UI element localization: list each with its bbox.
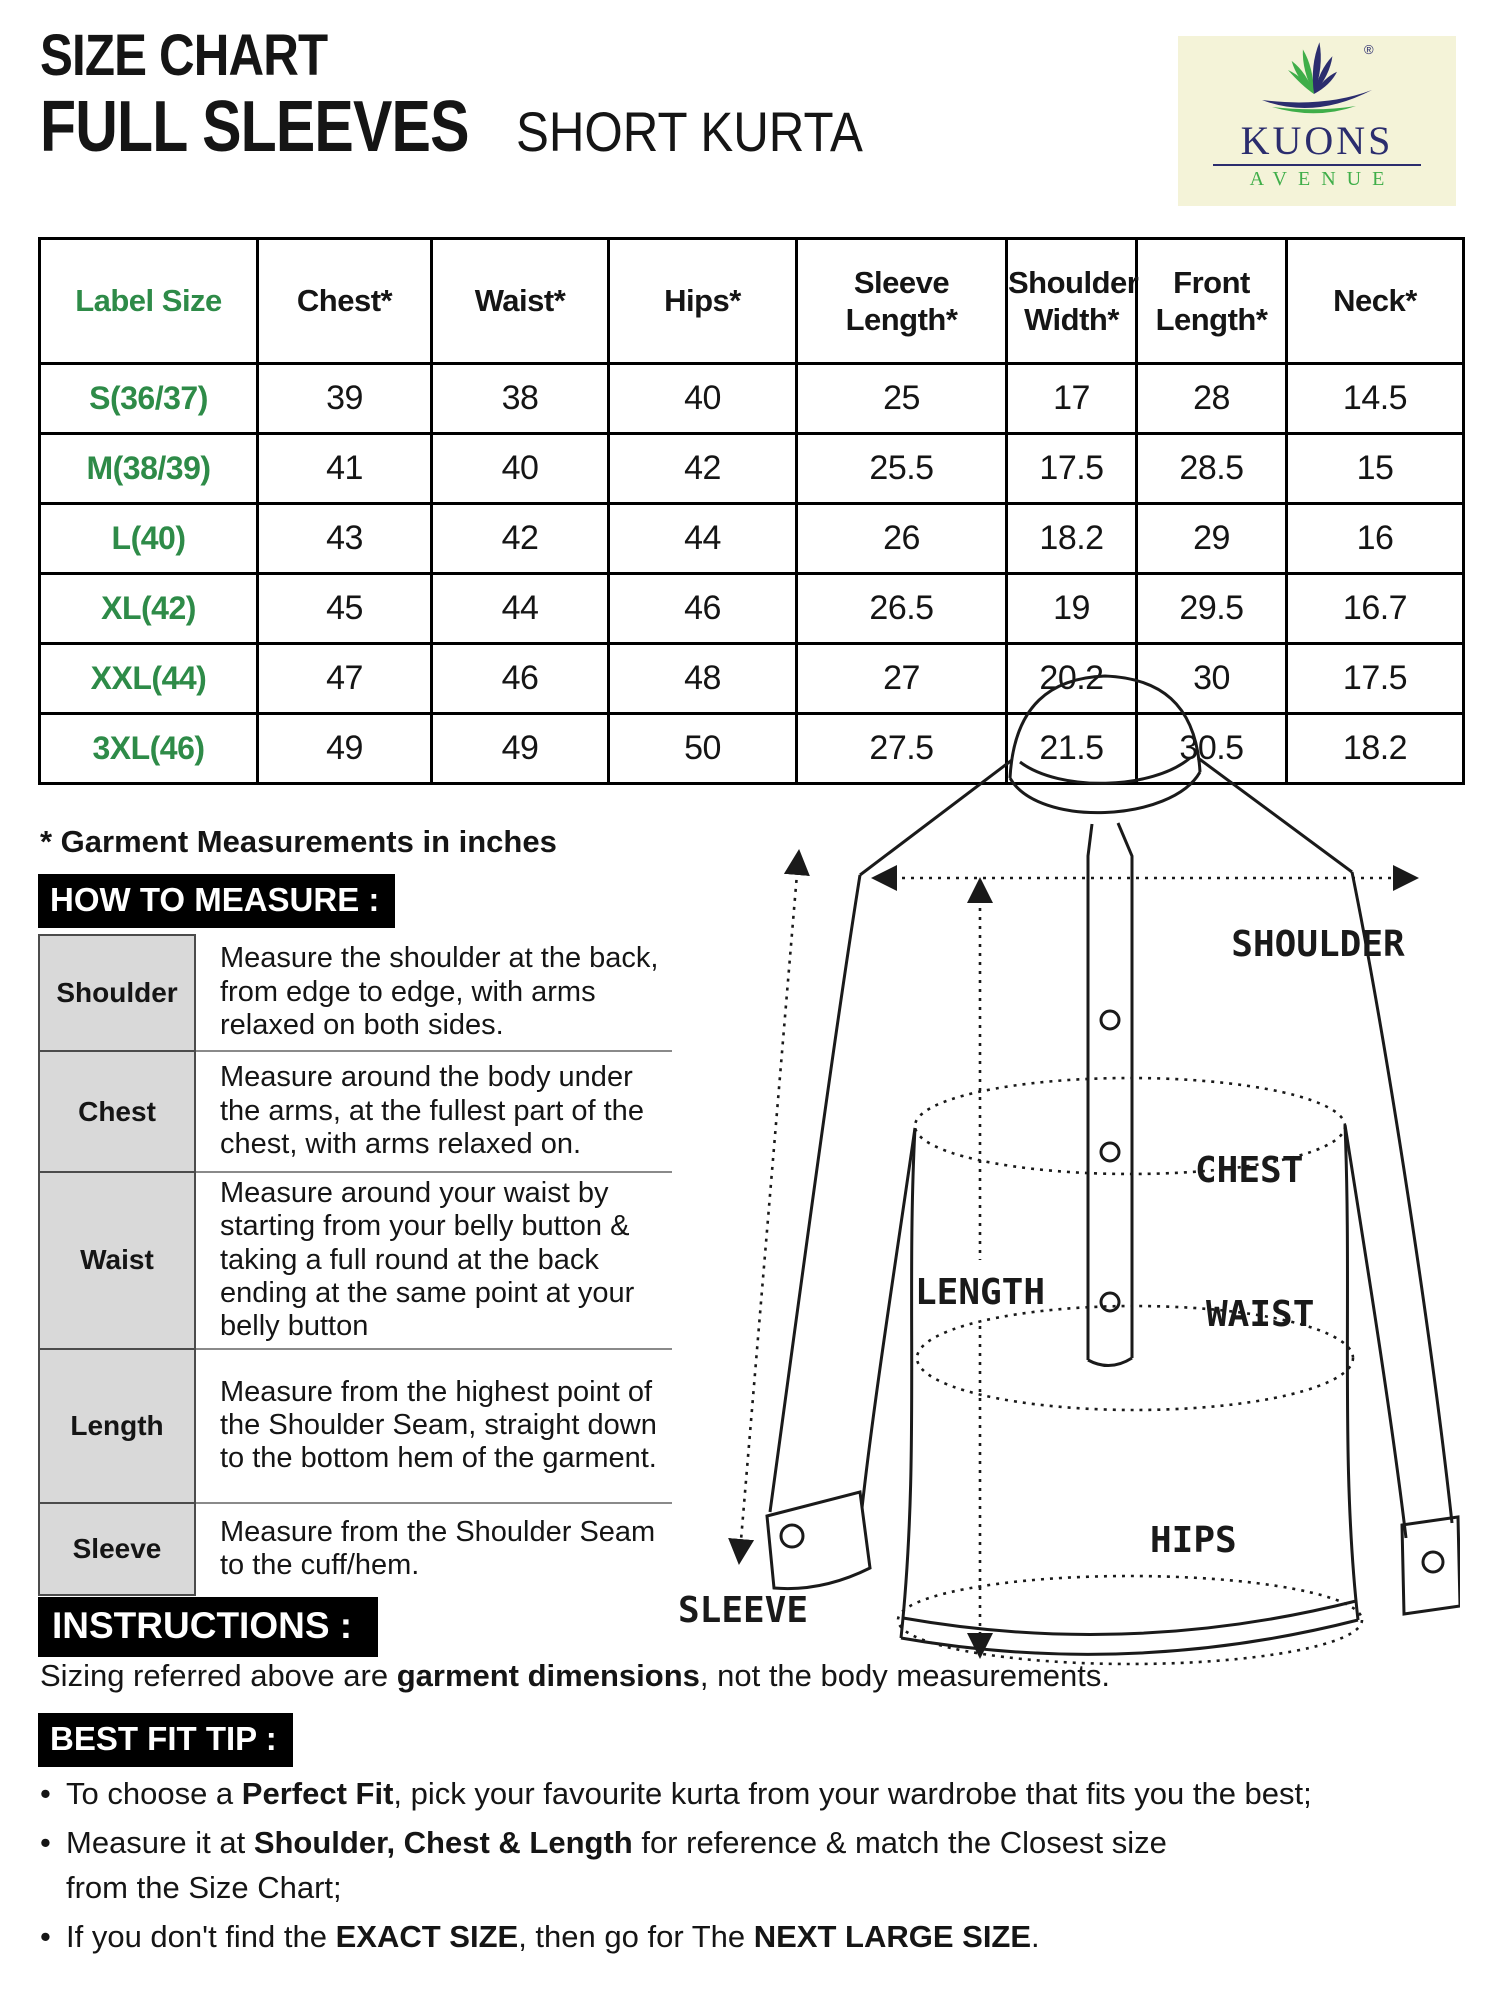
cell: 28: [1137, 364, 1287, 434]
cell: 42: [609, 434, 797, 504]
cell: 30: [1137, 644, 1287, 714]
cell: 46: [432, 644, 609, 714]
instructions-text-bold: garment dimensions: [396, 1658, 700, 1693]
list-item: [40, 1915, 1460, 1960]
chest-diagram-label: CHEST: [1195, 1150, 1304, 1191]
measure-description: Measure from the highest point of the Shoulder Seam, straight down to the bottom hem of the garment.: [195, 1349, 672, 1503]
col-front-length: Front Length*: [1137, 239, 1287, 364]
list-item: [40, 1772, 1460, 1817]
table-row: [40, 434, 1464, 504]
title-line2-bold: FULL SLEEVES: [40, 86, 469, 167]
bullet-text: .: [1031, 1918, 1040, 1954]
cell: 27: [797, 644, 1007, 714]
measure-description: Measure the shoulder at the back, from edge to edge, with arms relaxed on both sides.: [220, 942, 659, 1042]
bullet-text: , pick your favourite kurta from your wardrobe that fits you the best;: [393, 1776, 1312, 1811]
size-label: XXL(44): [40, 644, 258, 714]
logo-brand-text: KUONS: [1240, 118, 1394, 163]
cell: 17.5: [1007, 434, 1137, 504]
size-label: L(40): [40, 504, 258, 574]
kurta-outline: [767, 676, 1460, 1654]
cell: 50: [609, 714, 797, 784]
cell: 16: [1287, 504, 1464, 574]
cell: 29.5: [1137, 574, 1287, 644]
col-sleeve-length: Sleeve Length*: [797, 239, 1007, 364]
size-label: S(36/37): [40, 364, 258, 434]
cell: 20.2: [1007, 644, 1137, 714]
cell: 25: [797, 364, 1007, 434]
cell: 30.5: [1137, 714, 1287, 784]
bullet-icon: •: [40, 1918, 51, 1954]
cell: 44: [432, 574, 609, 644]
col-label-size: Label Size: [40, 239, 258, 364]
cell: 49: [432, 714, 609, 784]
cell: 18.2: [1007, 504, 1137, 574]
leaf-logo-icon: [1242, 36, 1392, 114]
size-label: M(38/39): [40, 434, 258, 504]
bullet-text-bold: Perfect Fit: [241, 1776, 394, 1811]
cell: 40: [432, 434, 609, 504]
shoulder-diagram-label: SHOULDER: [1231, 924, 1405, 965]
measure-term: Length: [39, 1349, 195, 1503]
col-neck: Neck*: [1287, 239, 1464, 364]
cell: 49: [258, 714, 432, 784]
cell: 41: [258, 434, 432, 504]
table-row: [40, 504, 1464, 574]
title-line2-light: SHORT KURTA: [516, 99, 864, 163]
instructions-text: [40, 1658, 1110, 1694]
cell: 19: [1007, 574, 1137, 644]
col-waist: Waist*: [432, 239, 609, 364]
col-chest: Chest*: [258, 239, 432, 364]
cell: 17.5: [1287, 644, 1464, 714]
instructions-text-suffix: , not the body measurements.: [699, 1658, 1111, 1693]
bullet-icon: •: [40, 1824, 51, 1860]
cell: 46: [609, 574, 797, 644]
length-diagram-label: LENGTH: [914, 1272, 1046, 1313]
logo-sub-text: AVENUE: [1249, 168, 1396, 190]
bullet-text: for reference & match the Closest size: [632, 1824, 1167, 1860]
instructions-text-prefix: Sizing referred above are: [40, 1658, 397, 1693]
measurement-lines: [740, 862, 1406, 1664]
cell: 16.7: [1287, 574, 1464, 644]
cell: 39: [258, 364, 432, 434]
best-fit-tip-list: [40, 1772, 1460, 1964]
registered-mark: ®: [1364, 42, 1374, 57]
cell: 48: [609, 644, 797, 714]
measure-description: Measure around the body under the arms, at the fullest part of the chest, with arms relaxed on.: [195, 1051, 672, 1172]
bullet-text: from the Size Chart;: [66, 1869, 342, 1905]
bullet-text: Measure it at: [66, 1824, 254, 1860]
hips-diagram-label: HIPS: [1150, 1520, 1237, 1561]
cell: 45: [258, 574, 432, 644]
sleeve-arrow: [740, 862, 798, 1552]
size-table-header-row: [40, 239, 1464, 364]
cell: 43: [258, 504, 432, 574]
cell: 38: [432, 364, 609, 434]
measure-description: Measure around your waist by starting from your belly button & taking a full round at the back ending at the same point at your belly button: [195, 1172, 672, 1349]
kurta-measurement-diagram: [540, 620, 1460, 1680]
cell: 14.5: [1287, 364, 1464, 434]
cell: 42: [432, 504, 609, 574]
table-footnote: * Garment Measurements in inches: [40, 824, 557, 859]
cell: 28.5: [1137, 434, 1287, 504]
cell: 40: [609, 364, 797, 434]
cell: 18.2: [1287, 714, 1464, 784]
bullet-text-bold: EXACT SIZE: [335, 1918, 519, 1954]
bullet-icon: •: [40, 1776, 51, 1811]
bullet-text: , then go for The: [518, 1918, 754, 1954]
col-hips: Hips*: [609, 239, 797, 364]
table-row: [40, 364, 1464, 434]
instructions-heading: INSTRUCTIONS :: [38, 1597, 378, 1657]
brand-logo: [1178, 36, 1456, 206]
cell: 17: [1007, 364, 1137, 434]
bullet-text: If you don't find the: [66, 1918, 336, 1954]
sleeve-diagram-label: SLEEVE: [677, 1590, 809, 1631]
how-to-measure-heading: HOW TO MEASURE :: [38, 874, 395, 928]
size-label: 3XL(46): [40, 714, 258, 784]
cell: 47: [258, 644, 432, 714]
cell: 25.5: [797, 434, 1007, 504]
measure-description: Measure from the Shoulder Seam to the cuff/hem.: [195, 1503, 672, 1595]
cell: 21.5: [1007, 714, 1137, 784]
cell: 26.5: [797, 574, 1007, 644]
logo-rule: [1213, 164, 1421, 166]
best-fit-tip-heading: BEST FIT TIP :: [38, 1713, 293, 1767]
list-item: [40, 1821, 1460, 1911]
measure-term: Chest: [39, 1051, 195, 1172]
cell: 27.5: [797, 714, 1007, 784]
bullet-text-bold: Shoulder, Chest & Length: [253, 1824, 633, 1860]
cell: 29: [1137, 504, 1287, 574]
bullet-text: To choose a: [66, 1776, 242, 1811]
col-shoulder-width: Shoulder Width*: [1007, 239, 1137, 364]
measure-term: Sleeve: [39, 1503, 195, 1595]
cell: 26: [797, 504, 1007, 574]
bullet-text-bold: NEXT LARGE SIZE: [753, 1918, 1032, 1954]
measure-term: Shoulder: [39, 935, 195, 1051]
title-line1: SIZE CHART: [40, 23, 328, 88]
cell: 15: [1287, 434, 1464, 504]
page-title: [40, 23, 961, 167]
measure-term: Waist: [39, 1172, 195, 1349]
waist-diagram-label: WAIST: [1206, 1294, 1315, 1335]
size-label: XL(42): [40, 574, 258, 644]
cell: 44: [609, 504, 797, 574]
hips-measure-ellipse: [898, 1576, 1362, 1664]
